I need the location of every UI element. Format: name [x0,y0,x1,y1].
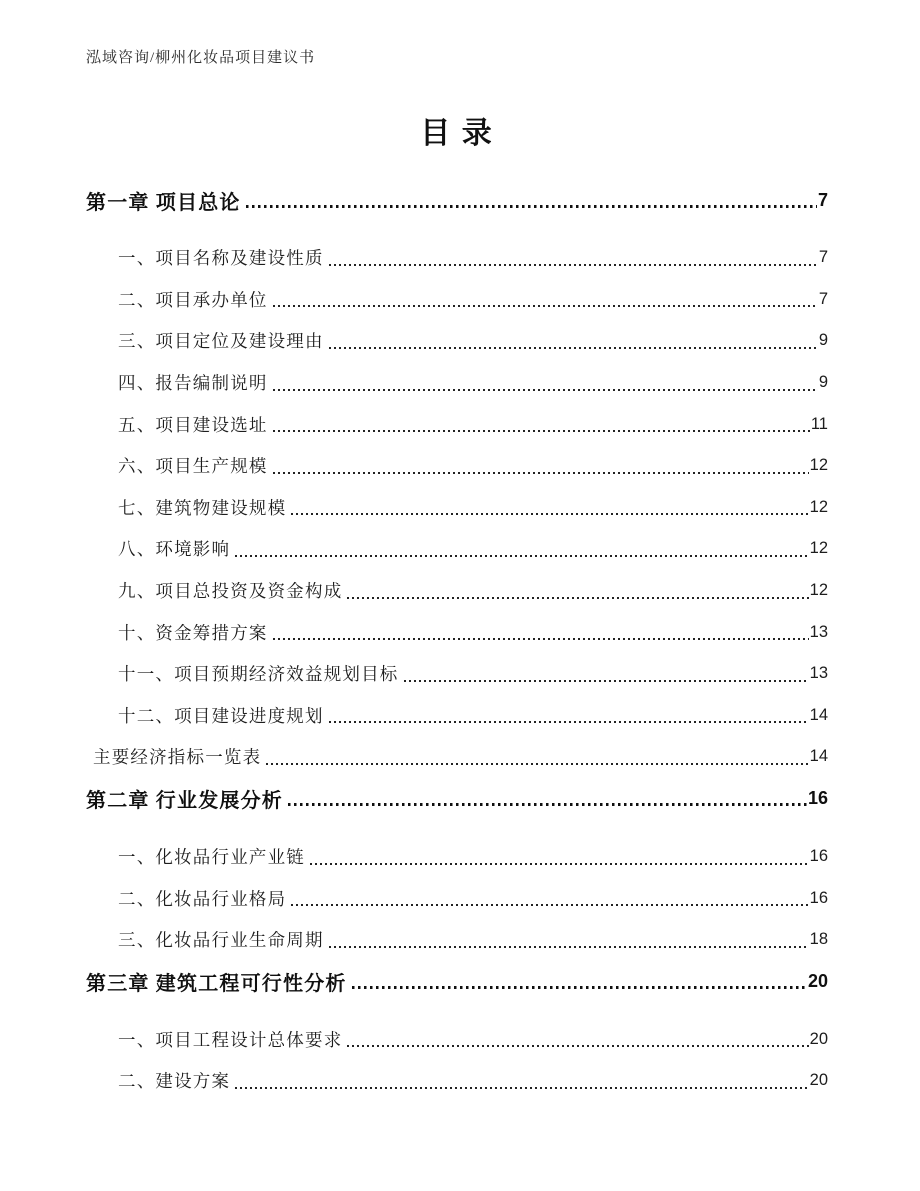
toc-item-entry[interactable] [86,403,828,445]
header-text: 泓域咨询/柳州化妆品项目建议书 [86,50,316,66]
dotted-leader [246,205,817,208]
toc-entry-label: 二、化妆品行业格局 [118,888,287,909]
toc-item-entry[interactable] [86,279,828,321]
toc-item-entry[interactable] [86,653,828,695]
toc-entry-label: 第一章 项目总论 [86,191,241,214]
dotted-leader [329,721,809,723]
page-number: 7 [818,289,828,308]
page-number: 12 [809,539,828,558]
dotted-leader [404,680,809,682]
toc-entry-label: 主要经济指标一览表 [93,747,262,768]
page-number: 14 [809,705,828,724]
toc-entry-label: 五、项目建设选址 [118,414,268,435]
dotted-leader [352,986,807,989]
toc-entry-label: 十二、项目建设进度规划 [118,705,324,726]
toc-entry-label: 一、项目工程设计总体要求 [118,1029,343,1050]
page-number: 18 [809,930,828,949]
page-title: 目 录 [420,117,494,150]
dotted-leader [235,555,808,557]
dotted-leader [273,389,818,391]
toc-item-entry[interactable] [86,570,828,612]
toc-item-entry[interactable] [86,362,828,404]
toc-entry-label: 四、报告编制说明 [118,373,268,394]
page-number: 12 [809,497,828,516]
toc-entry-label: 三、项目定位及建设理由 [118,331,324,352]
page-number: 9 [818,373,828,392]
toc-entry-label: 十、资金筹措方案 [118,622,268,643]
dotted-leader [347,1045,808,1047]
toc-item-entry[interactable] [86,695,828,737]
page-number: 16 [809,888,828,907]
toc-item-entry[interactable] [86,487,828,529]
page-number: 7 [817,189,828,210]
toc-entry-label: 六、项目生产规模 [118,456,268,477]
toc-entry-label: 十一、项目预期经济效益规划目标 [118,664,399,685]
toc-item-entry[interactable] [86,836,828,878]
toc-entry-label: 一、项目名称及建设性质 [118,248,324,269]
dotted-leader [273,472,809,474]
dotted-leader [329,946,809,948]
toc-item-entry[interactable] [86,736,828,778]
dotted-leader [347,597,808,599]
toc-item-entry[interactable] [86,1019,828,1061]
dotted-leader [329,264,818,266]
dotted-leader [273,430,810,432]
page-number: 14 [809,747,828,766]
dotted-leader [288,803,807,806]
page-number: 12 [809,581,828,600]
toc-item-entry[interactable] [86,877,828,919]
toc-entry-label: 三、化妆品行业生命周期 [118,930,324,951]
toc-chapter-entry[interactable] [86,179,828,221]
dotted-leader [310,863,809,865]
page-number: 11 [810,414,828,433]
toc-chapter-entry[interactable] [86,778,828,820]
dotted-leader [266,763,808,765]
toc-entry-label: 七、建筑物建设规模 [118,497,287,518]
toc-entry-label: 九、项目总投资及资金构成 [118,581,343,602]
page-number: 13 [809,622,828,641]
page-number: 12 [809,456,828,475]
page-number: 16 [807,788,828,809]
toc-item-entry[interactable] [86,611,828,653]
toc-entry-label: 二、项目承办单位 [118,289,268,310]
page-number: 16 [809,847,828,866]
toc-item-entry[interactable] [86,919,828,961]
page-number: 9 [818,331,828,350]
toc-item-entry[interactable] [86,445,828,487]
toc-item-entry[interactable] [86,528,828,570]
dotted-leader [273,638,809,640]
toc-item-entry[interactable] [86,1060,828,1102]
dotted-leader [235,1087,808,1089]
toc-chapter-entry[interactable] [86,961,828,1003]
page-number: 20 [809,1029,828,1048]
toc-item-entry[interactable] [86,320,828,362]
toc-entry-label: 第二章 行业发展分析 [86,790,283,813]
page-number: 20 [809,1071,828,1090]
dotted-leader [273,305,818,307]
table-of-contents [86,179,828,1102]
toc-entry-label: 八、环境影响 [118,539,231,560]
toc-entry-label: 一、化妆品行业产业链 [118,847,305,868]
dotted-leader [291,513,808,515]
toc-entry-label: 二、建设方案 [118,1071,231,1092]
page-number: 13 [809,664,828,683]
dotted-leader [291,904,808,906]
page-number: 7 [818,248,828,267]
document-header [86,48,828,68]
toc-item-entry[interactable] [86,237,828,279]
page-number: 20 [807,971,828,991]
toc-entry-label: 第三章 建筑工程可行性分析 [86,973,347,995]
dotted-leader [329,347,818,349]
